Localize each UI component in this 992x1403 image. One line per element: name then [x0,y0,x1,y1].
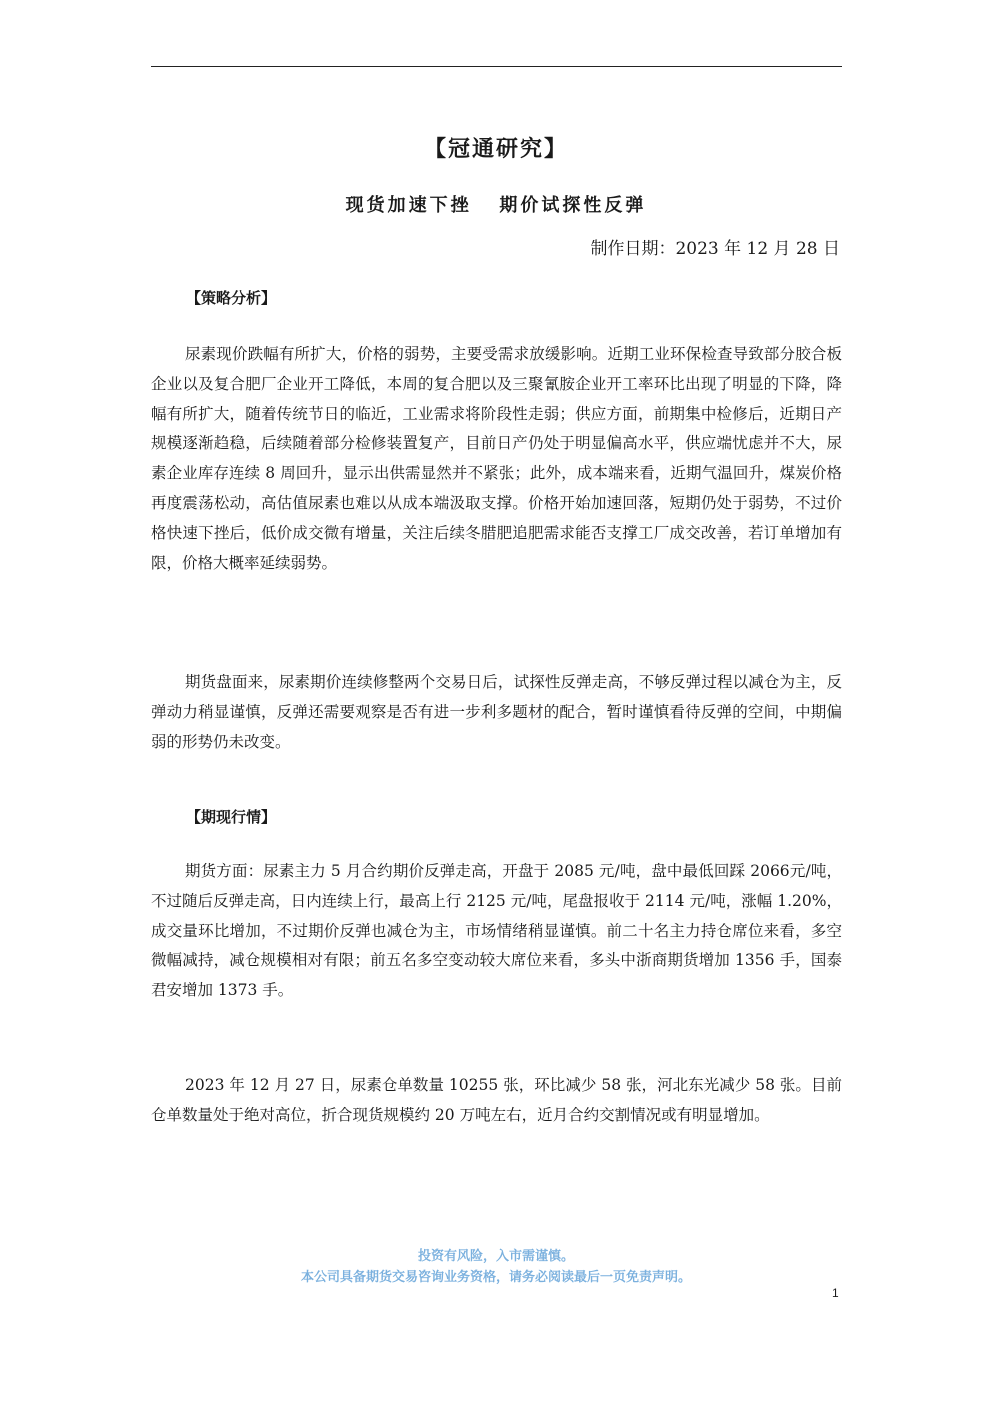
page-number: 1 [832,1286,839,1300]
paragraph-market-2: 2023 年 12 月 27 日，尿素仓单数量 10255 张，环比减少 58 张，河北东光减少 58 张。目前仓单数量处于绝对高位，折合现货规模约 20 万吨左右，近月合约交割情况或有明显增加。 [151,1076,842,1124]
header-rule [151,66,842,67]
report-date: 制作日期：2023 年 12 月 28 日 [590,239,840,259]
paragraph-market-1: 期货方面：尿素主力 5 月合约期价反弹走高，开盘于 2085 元/吨，盘中最低回踩 2066元/吨，不过随后反弹走高，日内连续上行，最高上行 2125 元/吨，尾盘报收于 2114 元/吨，涨幅 1.20%，成交量环比增加，不过期价反弹也减仓为主，市场情绪稍显谨慎。前二十名主力持仓席位来看，多空微幅减持，减仓规模相对有限；前五名多空变动较大席位来看，多头中浙商期货增加 1356 手，国泰君安增加 1373 手。 [151,862,842,1000]
section-heading-market: 【期现行情】 [186,808,277,826]
qualification-disclaimer: 本公司具备期货交易咨询业务资格，请务必阅读最后一页免责声明。 [300,1270,691,1285]
brand-title: 【冠通研究】 [423,136,568,162]
paragraph-strategy-2: 期货盘面来，尿素期价连续修整两个交易日后，试探性反弹走高，不够反弹过程以减仓为主，反弹动力稍显谨慎，反弹还需要观察是否有进一步利多题材的配合，暂时谨慎看待反弹的空间，中期偏弱的形势仍未改变。 [151,673,842,751]
report-title: 现货加速下挫 期价试探性反弹 [345,195,647,216]
risk-disclaimer: 投资有风险，入市需谨慎。 [417,1249,574,1264]
paragraph-strategy-1: 尿素现价跌幅有所扩大，价格的弱势，主要受需求放缓影响。近期工业环保检查导致部分胶合板企业以及复合肥厂企业开工降低，本周的复合肥以及三聚氰胺企业开工率环比出现了明显的下降，降幅有所扩大，随着传统节日的临近，工业需求将阶段性走弱；供应方面，前期集中检修后，近期日产规模逐渐趋稳，后续随着部分检修装置复产，目前日产仍处于明显偏高水平，供应端忧虑并不大，尿素企业库存连续 8 周回升，显示出供需显然并不紧张；此外，成本端来看，近期气温回升，煤炭价格再度震荡松动，高估值尿素也难以从成本端汲取支撑。价格开始加速回落，短期仍处于弱势，不过价格快速下挫后，低价成交微有增量，关注后续冬腊肥追肥需求能否支撑工厂成交改善，若订单增加有限，价格大概率延续弱势。 [151,345,842,572]
section-heading-strategy: 【策略分析】 [186,289,277,307]
